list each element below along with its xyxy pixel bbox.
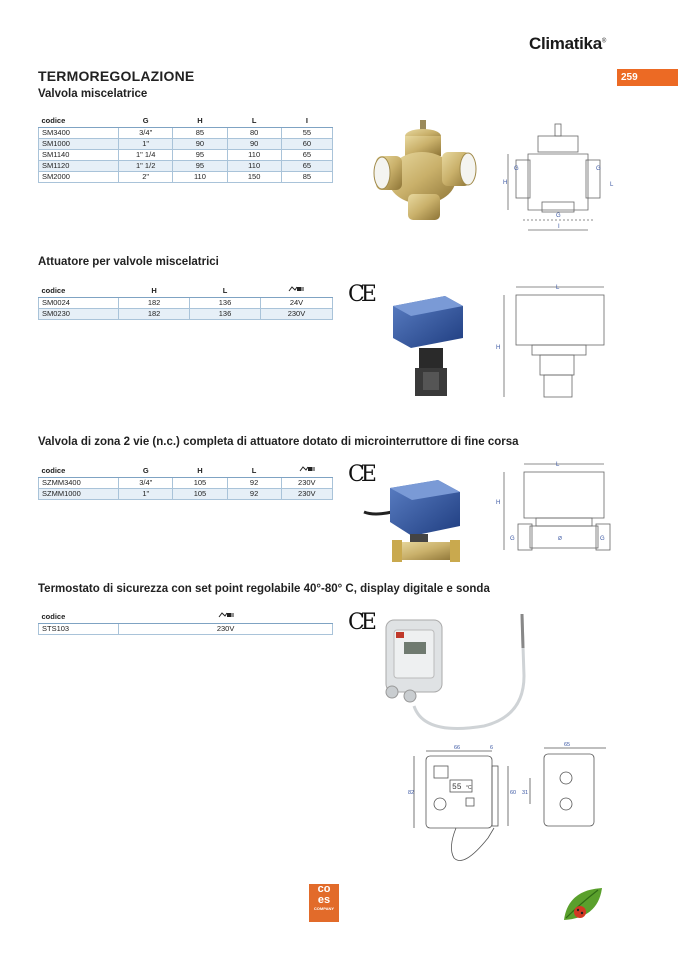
cell-h: 182 bbox=[119, 309, 190, 320]
page-title: TERMOREGOLAZIONE bbox=[38, 68, 195, 84]
zone-valve-photo bbox=[362, 472, 472, 568]
logo-line-2: es bbox=[317, 894, 331, 906]
cell-h: 85 bbox=[173, 128, 227, 139]
cell-g: 3/4" bbox=[119, 128, 173, 139]
actuator-photo bbox=[385, 292, 470, 402]
ce-mark: CE bbox=[348, 610, 373, 635]
cell-voltage: 230V bbox=[281, 478, 332, 489]
table-row bbox=[39, 489, 333, 500]
cell-h: 90 bbox=[173, 139, 227, 150]
col-codice: codice bbox=[39, 115, 119, 128]
cell-codice: SM3400 bbox=[39, 128, 119, 139]
cell-l: 110 bbox=[227, 161, 281, 172]
cell-i: 65 bbox=[281, 161, 332, 172]
col-i: I bbox=[281, 115, 332, 128]
drawing-label-l: L bbox=[556, 285, 560, 291]
table-row bbox=[39, 624, 333, 635]
brand-logo: Climatika® bbox=[528, 34, 606, 53]
cell-voltage: 230V bbox=[281, 489, 332, 500]
drawing-label-66: 66 bbox=[454, 745, 461, 751]
cell-g: 1" 1/2 bbox=[119, 161, 173, 172]
col-codice: codice bbox=[39, 610, 119, 624]
col-l: L bbox=[190, 284, 261, 298]
mixing-valve-photo bbox=[372, 118, 482, 223]
section-title-valvola-zona: Valvola di zona 2 vie (n.c.) completa di attuatore dotato di microinterruttore di fine corsa bbox=[38, 436, 519, 448]
table-row bbox=[39, 478, 333, 489]
cell-l: 136 bbox=[190, 309, 261, 320]
cell-l: 92 bbox=[227, 489, 281, 500]
col-codice: codice bbox=[39, 284, 119, 298]
drawing-display-unit: °C bbox=[466, 785, 472, 791]
cell-codice: SZMM1000 bbox=[39, 489, 119, 500]
cell-l: 90 bbox=[227, 139, 281, 150]
drawing-label-g-right: G bbox=[596, 166, 601, 172]
table-header-row bbox=[39, 115, 333, 128]
col-h: H bbox=[173, 115, 227, 128]
page-number-badge: 259 bbox=[617, 69, 678, 86]
drawing-label-g-left: G bbox=[510, 536, 515, 542]
cell-codice: SM2000 bbox=[39, 172, 119, 183]
drawing-label-h: H bbox=[496, 500, 501, 506]
thermostat-photo bbox=[380, 612, 545, 734]
col-l: L bbox=[227, 115, 281, 128]
section-title-valvola-miscelatrice: Valvola miscelatrice bbox=[38, 88, 148, 100]
cell-codice: SM0230 bbox=[39, 309, 119, 320]
cell-h: 95 bbox=[173, 161, 227, 172]
cell-h: 95 bbox=[173, 150, 227, 161]
drawing-label-h: H bbox=[503, 180, 508, 186]
cell-codice: SM0024 bbox=[39, 298, 119, 309]
thermostat-drawing bbox=[408, 742, 608, 872]
table-header-row bbox=[39, 284, 333, 298]
table-row bbox=[39, 150, 333, 161]
cell-l: 136 bbox=[190, 298, 261, 309]
drawing-label-65: 65 bbox=[564, 742, 571, 748]
cell-l: 92 bbox=[227, 478, 281, 489]
table-valvola-zona bbox=[38, 464, 333, 500]
cell-h: 105 bbox=[173, 478, 227, 489]
drawing-label-l: L bbox=[610, 182, 614, 188]
cell-codice: SZMM3400 bbox=[39, 478, 119, 489]
drawing-label-l: L bbox=[556, 462, 560, 468]
drawing-label-h: H bbox=[496, 345, 501, 351]
cell-voltage: 230V bbox=[119, 624, 333, 635]
table-row bbox=[39, 161, 333, 172]
ce-mark: CE bbox=[348, 282, 373, 307]
cell-h: 182 bbox=[119, 298, 190, 309]
cell-l: 80 bbox=[227, 128, 281, 139]
table-attuatore bbox=[38, 284, 333, 320]
actuator-drawing bbox=[494, 283, 614, 403]
plug-icon bbox=[218, 611, 234, 619]
table-termostato bbox=[38, 610, 333, 635]
cell-voltage: 230V bbox=[260, 309, 332, 320]
table-row bbox=[39, 309, 333, 320]
leaf-ladybug-logo bbox=[560, 886, 604, 926]
logo-line-1: co bbox=[317, 883, 331, 895]
cell-l: 150 bbox=[227, 172, 281, 183]
drawing-label-center: Ø bbox=[558, 536, 562, 542]
cell-g: 2" bbox=[119, 172, 173, 183]
section-title-attuatore: Attuatore per valvole miscelatrici bbox=[38, 256, 219, 268]
table-header-row bbox=[39, 610, 333, 624]
drawing-label-i: I bbox=[558, 224, 560, 230]
drawing-display-value: 55 bbox=[452, 783, 462, 792]
footer-coes-logo bbox=[309, 884, 339, 922]
mixing-valve-drawing bbox=[498, 118, 618, 238]
table-row bbox=[39, 139, 333, 150]
drawing-label-60: 60 bbox=[510, 790, 517, 796]
drawing-label-82: 82 bbox=[408, 790, 415, 796]
cell-g: 3/4" bbox=[119, 478, 173, 489]
drawing-label-g-left: G bbox=[514, 166, 519, 172]
drawing-label-6: 6 bbox=[490, 745, 494, 751]
table-row bbox=[39, 128, 333, 139]
col-voltage bbox=[119, 610, 333, 624]
ce-mark: CE bbox=[348, 462, 373, 487]
table-header-row bbox=[39, 464, 333, 478]
table-row bbox=[39, 298, 333, 309]
col-voltage bbox=[260, 284, 332, 298]
logo-line-3: COMPANY bbox=[313, 906, 335, 911]
cell-voltage: 24V bbox=[260, 298, 332, 309]
cell-h: 105 bbox=[173, 489, 227, 500]
col-l: L bbox=[227, 464, 281, 478]
cell-codice: STS103 bbox=[39, 624, 119, 635]
cell-codice: SM1000 bbox=[39, 139, 119, 150]
plug-icon bbox=[299, 465, 315, 473]
cell-g: 1" bbox=[119, 139, 173, 150]
cell-i: 65 bbox=[281, 150, 332, 161]
cell-l: 110 bbox=[227, 150, 281, 161]
cell-i: 55 bbox=[281, 128, 332, 139]
table-valvola-miscelatrice bbox=[38, 115, 333, 183]
section-title-termostato: Termostato di sicurezza con set point regolabile 40°-80° C, display digitale e sonda bbox=[38, 583, 490, 595]
col-codice: codice bbox=[39, 464, 119, 478]
cell-codice: SM1120 bbox=[39, 161, 119, 172]
cell-i: 60 bbox=[281, 139, 332, 150]
cell-g: 1" 1/4 bbox=[119, 150, 173, 161]
col-h: H bbox=[173, 464, 227, 478]
plug-icon bbox=[288, 285, 304, 293]
cell-g: 1" bbox=[119, 489, 173, 500]
col-g: G bbox=[119, 464, 173, 478]
drawing-label-g-right: G bbox=[600, 536, 605, 542]
drawing-label-g-bottom: G bbox=[556, 213, 561, 219]
cell-i: 85 bbox=[281, 172, 332, 183]
cell-h: 110 bbox=[173, 172, 227, 183]
col-voltage bbox=[281, 464, 332, 478]
col-g: G bbox=[119, 115, 173, 128]
col-h: H bbox=[119, 284, 190, 298]
table-row bbox=[39, 172, 333, 183]
drawing-label-31: 31 bbox=[522, 790, 529, 796]
cell-codice: SM1140 bbox=[39, 150, 119, 161]
zone-valve-drawing bbox=[494, 458, 614, 558]
